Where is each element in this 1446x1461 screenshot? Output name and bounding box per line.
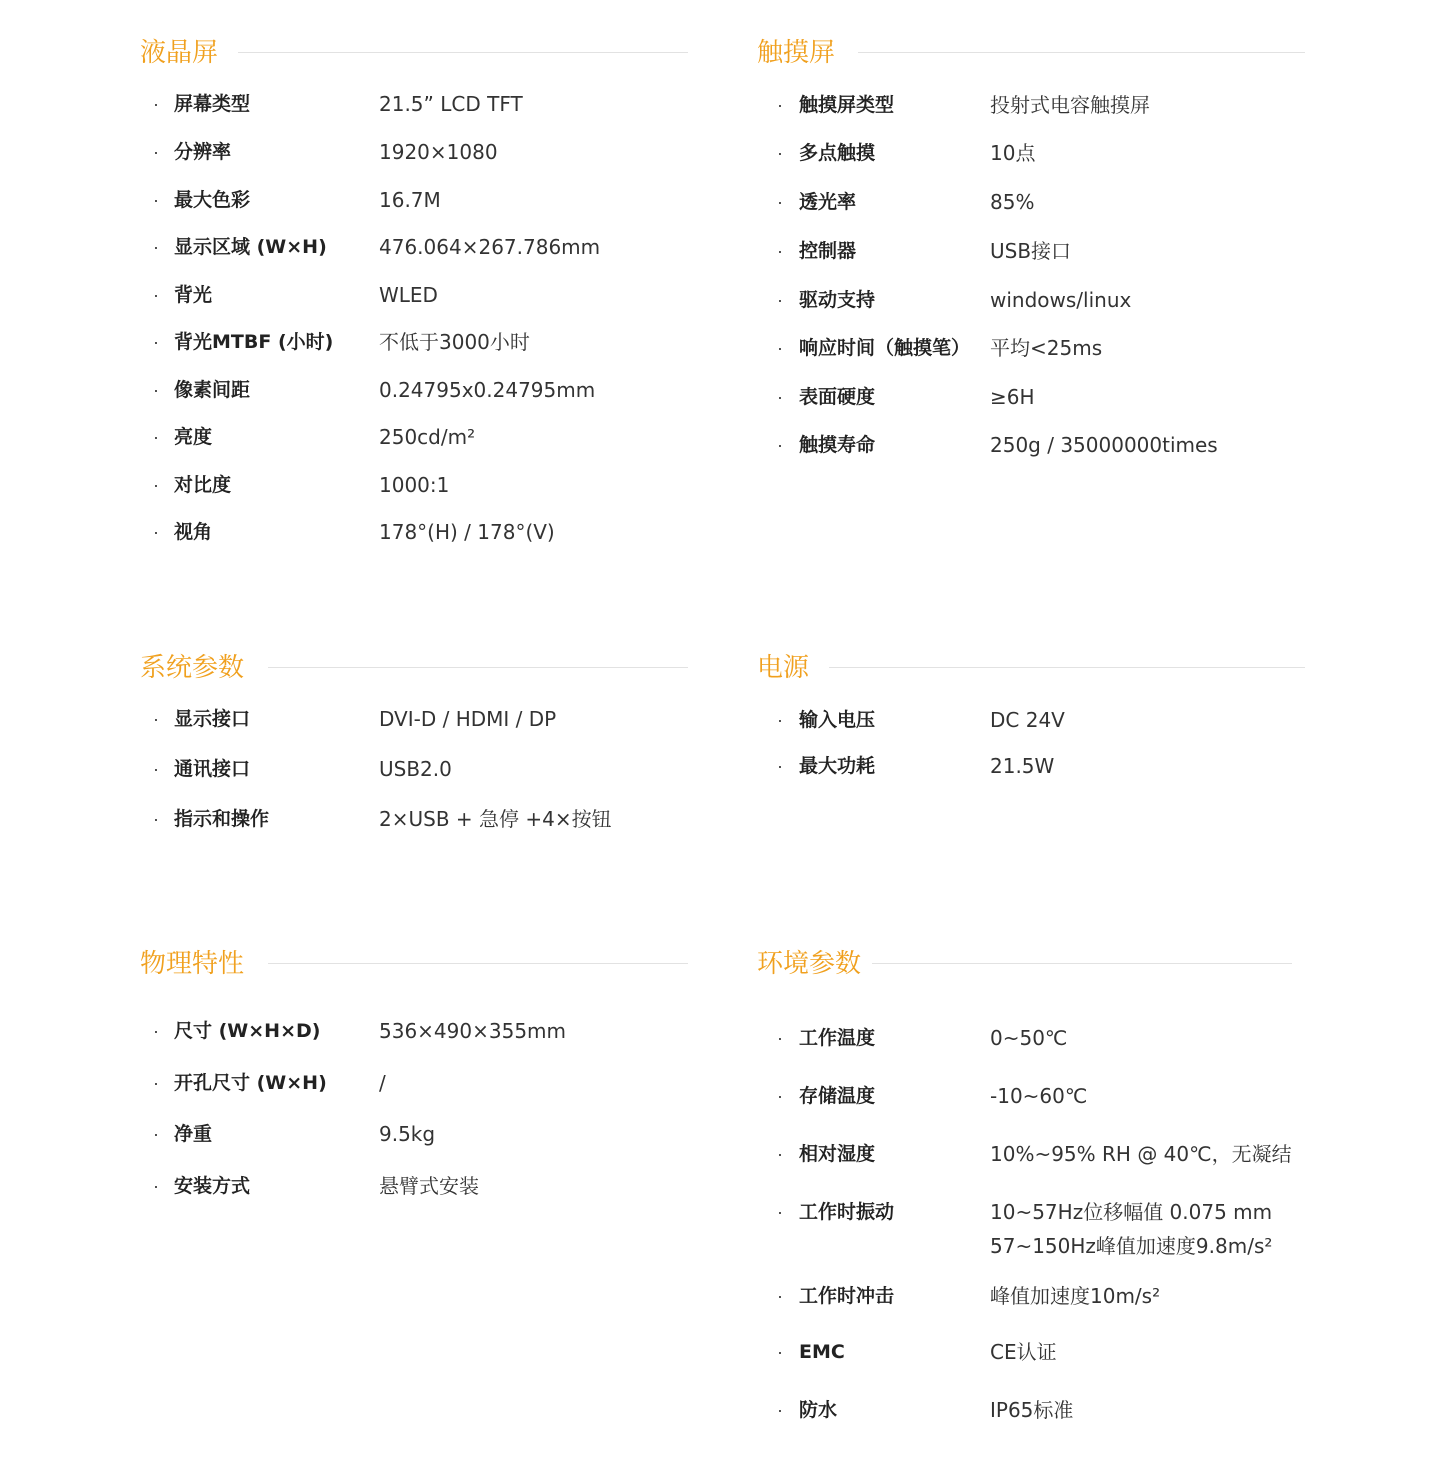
section-title: 电源 <box>757 653 810 683</box>
divider <box>238 52 688 53</box>
spec-label: 屏幕类型 <box>174 93 251 115</box>
spec-value: DVI-D / HDMI / DP <box>379 707 557 731</box>
spec-label: 工作时振动 <box>799 1201 895 1223</box>
spec-value: 2×USB + 急停 +4×按钮 <box>379 807 612 831</box>
spec-value: 250g / 35000000times <box>990 433 1218 457</box>
bullet-icon: · <box>153 475 159 495</box>
spec-label: 最大色彩 <box>174 189 251 211</box>
bullet-icon: · <box>777 1086 783 1106</box>
spec-value: DC 24V <box>990 708 1065 732</box>
spec-value: 21.5W <box>990 754 1055 778</box>
spec-value: 21.5” LCD TFT <box>379 92 523 116</box>
spec-value: / <box>379 1071 386 1095</box>
bullet-icon: · <box>153 237 159 257</box>
spec-value: 16.7M <box>379 188 441 212</box>
spec-value: CE认证 <box>990 1340 1057 1364</box>
spec-value: 10%~95% RH @ 40℃，无凝结 <box>990 1142 1292 1166</box>
section-header <box>140 648 688 688</box>
bullet-icon: · <box>777 338 783 358</box>
spec-value: 178°(H) / 178°(V) <box>379 520 555 544</box>
spec-label: 输入电压 <box>799 709 876 731</box>
spec-value: 10点 <box>990 141 1036 165</box>
bullet-icon: · <box>777 290 783 310</box>
section-header <box>757 944 1292 984</box>
spec-value: USB接口 <box>990 239 1072 263</box>
bullet-icon: · <box>777 1400 783 1420</box>
section-header <box>140 944 688 984</box>
spec-label: 通讯接口 <box>174 758 251 780</box>
bullet-icon: · <box>153 809 159 829</box>
bullet-icon: · <box>153 427 159 447</box>
spec-value: 476.064×267.786mm <box>379 235 601 259</box>
divider <box>829 667 1305 668</box>
spec-value <box>990 1199 1272 1259</box>
spec-label: 表面硬度 <box>799 386 876 408</box>
spec-label: 净重 <box>174 1123 213 1145</box>
bullet-icon: · <box>777 241 783 261</box>
spec-value: 不低于3000小时 <box>379 330 530 354</box>
spec-value: 平均<25ms <box>990 336 1103 360</box>
section-power <box>757 648 1305 778</box>
spec-label: 工作时冲击 <box>799 1285 895 1307</box>
spec-label: 分辨率 <box>174 141 232 163</box>
section-title: 物理特性 <box>140 949 245 979</box>
spec-label: 工作温度 <box>799 1027 876 1049</box>
divider <box>268 963 688 964</box>
spec-label: 多点触摸 <box>799 142 876 164</box>
section-header <box>757 33 1305 73</box>
spec-value: WLED <box>379 283 438 307</box>
spec-value: 峰值加速度10m/s² <box>990 1284 1161 1308</box>
spec-label: 对比度 <box>174 474 232 496</box>
bullet-icon: · <box>153 190 159 210</box>
spec-value: 0~50℃ <box>990 1026 1068 1050</box>
spec-label: 安装方式 <box>174 1175 251 1197</box>
spec-value: 536×490×355mm <box>379 1019 567 1043</box>
spec-label: 存储温度 <box>799 1085 876 1107</box>
spec-value: 悬臂式安装 <box>379 1174 479 1198</box>
section-environment <box>757 944 1292 1422</box>
bullet-icon: · <box>153 332 159 352</box>
bullet-icon: · <box>153 94 159 114</box>
bullet-icon: · <box>153 522 159 542</box>
spec-value-line: 57~150Hz峰值加速度9.8m/s² <box>990 1234 1273 1258</box>
bullet-icon: · <box>153 380 159 400</box>
bullet-icon: · <box>777 1202 783 1222</box>
bullet-icon: · <box>153 1176 159 1196</box>
bullet-icon: · <box>777 1028 783 1048</box>
bullet-icon: · <box>777 1342 783 1362</box>
spec-label: 相对湿度 <box>799 1143 876 1165</box>
section-system <box>140 648 688 831</box>
bullet-icon: · <box>153 709 159 729</box>
spec-label: 显示区域 (W×H) <box>174 236 327 258</box>
divider <box>872 963 1292 964</box>
spec-label: 透光率 <box>799 191 857 213</box>
spec-value: windows/linux <box>990 288 1132 312</box>
spec-label: EMC <box>799 1341 845 1363</box>
spec-label: 最大功耗 <box>799 755 876 777</box>
bullet-icon: · <box>777 143 783 163</box>
bullet-icon: · <box>777 95 783 115</box>
spec-label: 指示和操作 <box>174 808 270 830</box>
divider <box>858 52 1305 53</box>
spec-value: 1920×1080 <box>379 140 498 164</box>
spec-label: 视角 <box>174 521 213 543</box>
bullet-icon: · <box>777 710 783 730</box>
bullet-icon: · <box>777 756 783 776</box>
bullet-icon: · <box>777 1144 783 1164</box>
section-lcd <box>140 33 688 544</box>
spec-label: 触摸屏类型 <box>799 94 895 116</box>
section-title: 环境参数 <box>757 949 862 979</box>
bullet-icon: · <box>153 1021 159 1041</box>
section-title: 触摸屏 <box>757 38 836 68</box>
spec-value: IP65标准 <box>990 1398 1074 1422</box>
spec-label: 驱动支持 <box>799 289 876 311</box>
spec-value: 9.5kg <box>379 1122 436 1146</box>
spec-label: 控制器 <box>799 240 857 262</box>
section-header <box>757 648 1305 688</box>
spec-value: ≥6H <box>990 385 1035 409</box>
spec-value: 投射式电容触摸屏 <box>990 93 1150 117</box>
bullet-icon: · <box>153 285 159 305</box>
bullet-icon: · <box>153 1073 159 1093</box>
spec-label: 防水 <box>799 1399 838 1421</box>
divider <box>268 667 688 668</box>
section-title: 液晶屏 <box>140 38 219 68</box>
spec-label: 显示接口 <box>174 708 251 730</box>
spec-value: USB2.0 <box>379 757 452 781</box>
spec-label: 响应时间（触摸笔） <box>799 337 971 359</box>
bullet-icon: · <box>777 387 783 407</box>
spec-label: 亮度 <box>174 426 213 448</box>
spec-label: 背光 <box>174 284 213 306</box>
bullet-icon: · <box>153 759 159 779</box>
bullet-icon: · <box>777 192 783 212</box>
spec-label: 像素间距 <box>174 379 251 401</box>
spec-value: 85% <box>990 190 1035 214</box>
bullet-icon: · <box>777 1286 783 1306</box>
spec-value: 1000:1 <box>379 473 450 497</box>
bullet-icon: · <box>153 1124 159 1144</box>
spec-label: 触摸寿命 <box>799 434 876 456</box>
spec-label: 背光MTBF (小时) <box>174 331 334 353</box>
spec-label: 开孔尺寸 (W×H) <box>174 1072 327 1094</box>
spec-value: 0.24795x0.24795mm <box>379 378 596 402</box>
section-header <box>140 33 688 73</box>
spec-label: 尺寸 (W×H×D) <box>174 1020 321 1042</box>
spec-value-line: 10~57Hz位移幅值 0.075 mm <box>990 1200 1273 1224</box>
section-physical <box>140 944 688 1198</box>
bullet-icon: · <box>777 435 783 455</box>
bullet-icon: · <box>153 142 159 162</box>
section-title: 系统参数 <box>140 653 245 683</box>
spec-value: 250cd/m² <box>379 425 476 449</box>
section-touch <box>757 33 1305 457</box>
spec-value: -10~60℃ <box>990 1084 1088 1108</box>
